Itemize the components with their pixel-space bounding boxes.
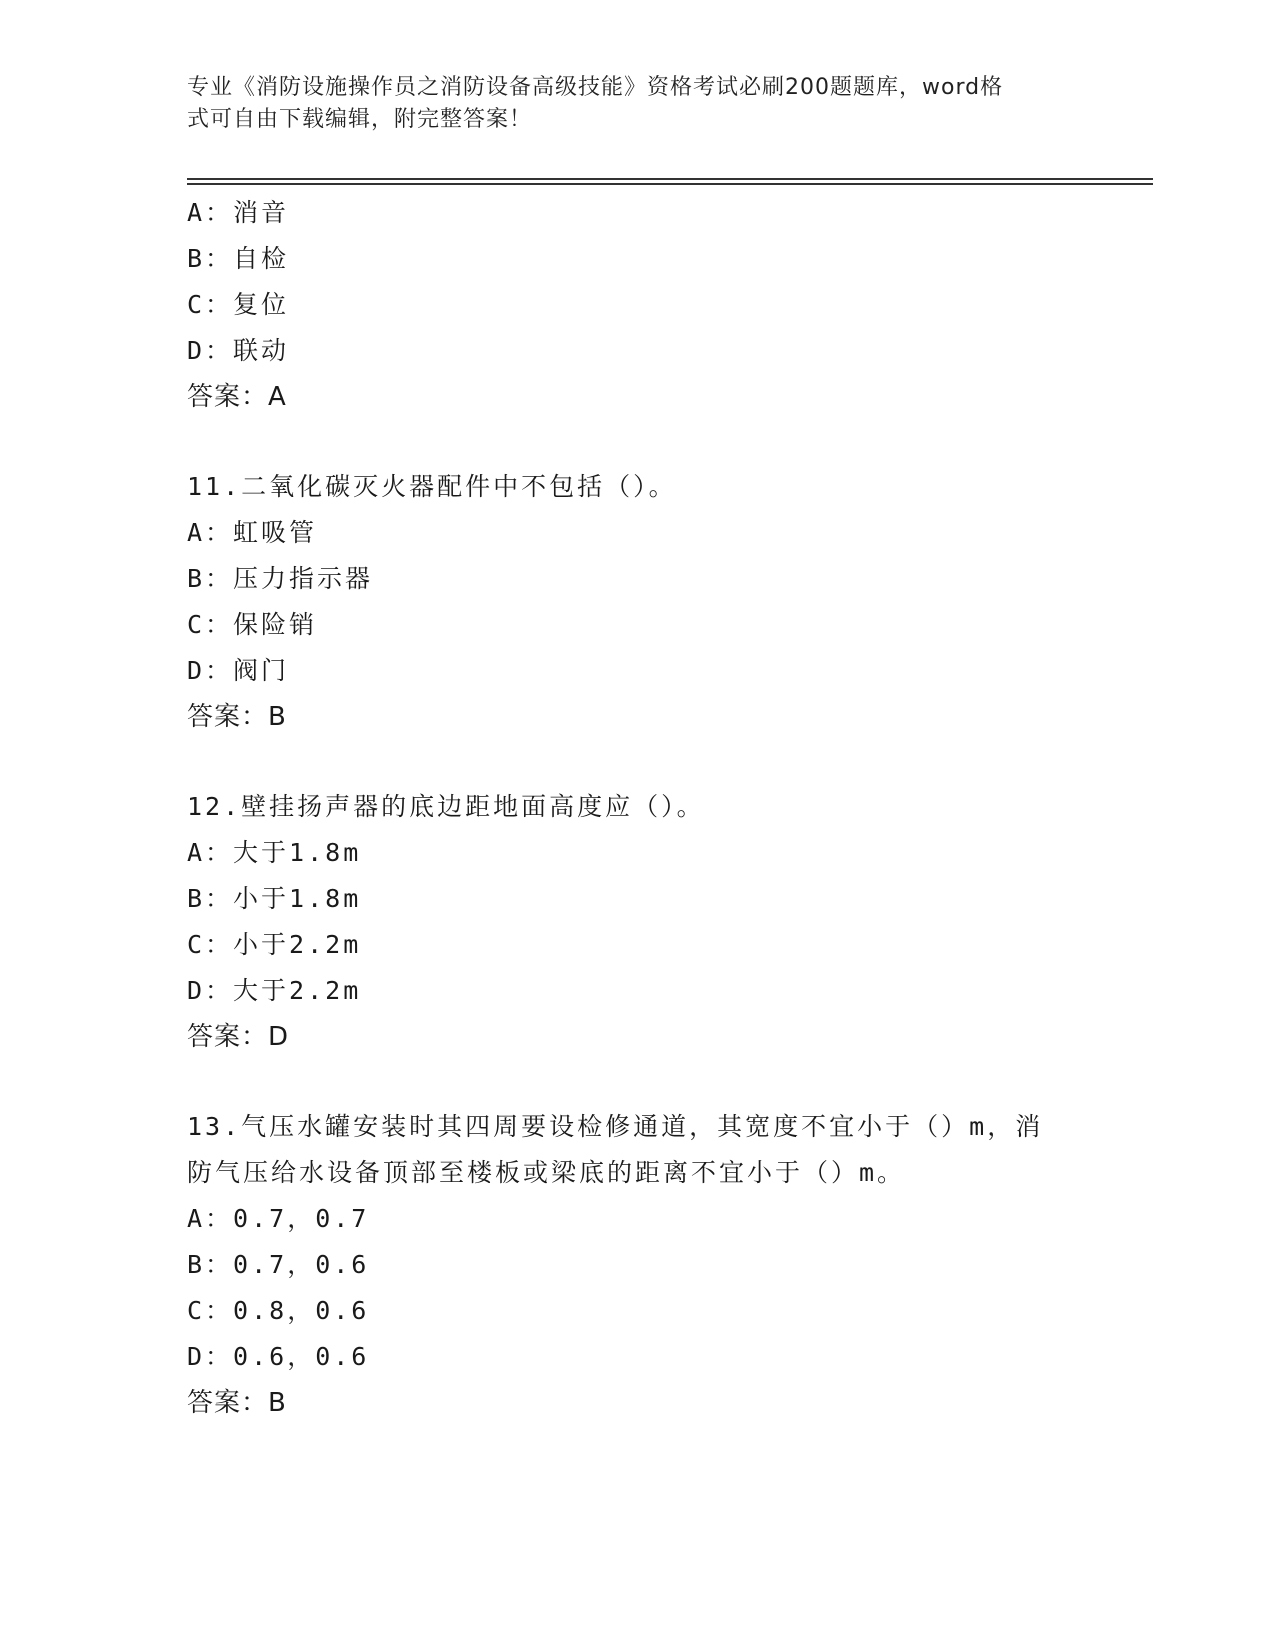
option-b: B：压力指示器 [187, 564, 374, 593]
option-a: A：虹吸管 [187, 518, 318, 547]
header-line-2: 式可自由下载编辑，附完整答案！ [187, 107, 533, 132]
option-b: B：小于1.8m [187, 884, 362, 913]
question-block-13 [187, 1104, 1087, 1426]
option-c: C：保险销 [187, 610, 318, 639]
header-divider-bottom [187, 183, 1153, 185]
option-b: B：自检 [187, 244, 290, 273]
answer-line: 答案：A [187, 382, 287, 412]
option-a: A：消音 [187, 198, 290, 227]
question-list [187, 190, 1087, 1426]
question-block-12 [187, 784, 1087, 1060]
option-d: D：联动 [187, 336, 290, 365]
option-c: C：0.8，0.6 [187, 1296, 370, 1325]
option-b: B：0.7，0.6 [187, 1250, 370, 1279]
answer-line: 答案：D [187, 1022, 290, 1052]
question-text: 12.壁挂扬声器的底边距地面高度应（）。 [187, 792, 705, 821]
question-text-line-2: 防气压给水设备顶部至楼板或梁底的距离不宜小于（）m。 [187, 1158, 906, 1187]
question-block-11 [187, 464, 1087, 740]
option-d: D：0.6，0.6 [187, 1342, 370, 1371]
option-a: A：0.7，0.7 [187, 1204, 370, 1233]
option-d: D：阀门 [187, 656, 290, 685]
question-block-10 [187, 190, 1087, 420]
option-c: C：小于2.2m [187, 930, 362, 959]
option-a: A：大于1.8m [187, 838, 362, 867]
header-line-1: 专业《消防设施操作员之消防设备高级技能》资格考试必刷200题题库，word格 [187, 75, 1004, 100]
header-divider-top [187, 178, 1153, 180]
option-c: C：复位 [187, 290, 290, 319]
question-text: 11.二氧化碳灭火器配件中不包括（）。 [187, 472, 677, 501]
answer-line: 答案：B [187, 702, 287, 732]
option-d: D：大于2.2m [187, 976, 362, 1005]
document-header [187, 72, 1067, 136]
question-text-line-1: 13.气压水罐安装时其四周要设检修通道，其宽度不宜小于（）m，消 [187, 1112, 1044, 1141]
answer-line: 答案：B [187, 1388, 287, 1418]
